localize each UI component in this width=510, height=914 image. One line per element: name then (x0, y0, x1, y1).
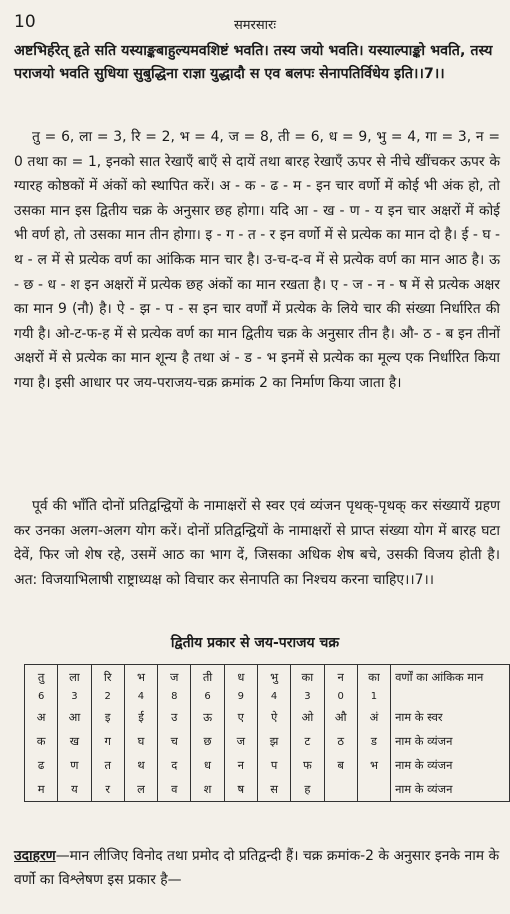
table-cell: तु 6 अ क ढ म (25, 665, 58, 802)
table-cell: ला 3 आ ख ण य (58, 665, 91, 802)
table-row (25, 665, 510, 802)
running-title: समरसारः (234, 18, 276, 33)
page-number: 10 (14, 12, 36, 32)
table-cell: का 1 अं ड भ (357, 665, 390, 802)
sanskrit-verse: अष्टभिर्हरेत् हृते सति यस्याङ्कबाहुल्यमवशिष्टं भवति। तस्य जयो भवति। यस्याल्पाङ्को भवति, तस्य पराजयो भवति सुधिया सुबुद्धिना राज्ञा युद्धादौ स एव बलपः सेनापतिर्विधेय इति।।7।। (14, 43, 493, 82)
table-cell: न 0 औ ठ ब (324, 665, 357, 802)
paragraph-explanation: तु = 6, ला = 3, रि = 2, भ = 4, ज = 8, ती = 6, ध = 9, भु = 4, गा = 3, न = 0 तथा का = 1, इनको सात रेखाएँ बाएँ से दायें तथा बारह रेखाएँ ऊपर से नीचे खींचकर ऊपर के ग्यारह कोष्ठकों में अंकों को स्थापित करें। अ - क - ढ - म - इन चार वर्णो में कोई भी अंक हो, तो उसका मान इस द्वितीय चक्र के अनुसार छह होगा। यदि आ - ख - ण - य इन चार अक्षरों में कोई भी वर्ण हो, तो उसका मान तीन होगा। इ - ग - त - र इन वर्णो में से प्रत्येक का मान दो है। ई - घ - थ - ल में से प्रत्येक वर्ण का आंकिक मान चार है। उ-च-द-व में से प्रत्येक वर्ण का मान आठ है। ऊ - छ - ध - श इन अक्षरों में प्रत्येक छह अंकों का मान रखता है। ए - ज - न - ष में से प्रत्येक अक्षर का मान 9 (नौ) है। ऐ - झ - प - स इन चार वर्णों में प्रत्येक के लिये चार की संख्या निर्धारित की गयी है। ओ-ट-फ-ह में से प्रत्येक वर्ण का मान द्वितीय चक्र के अनुसार तीन है। औ- ठ - ब इन तीनों अक्षरों में से प्रत्येक का मान शून्य है तथा अं - ड - भ इनमें से प्रत्येक का मूल्य एक निर्धारित किया गया है। इसी आधार पर जय-पराजय-चक्र क्रमांक 2 का निर्माण किया जाता है। (14, 129, 500, 391)
table-cell: का 3 ओ ट फ ह (291, 665, 324, 802)
table-cell: ध 9 ए ज न ष (224, 665, 257, 802)
example-paragraph (14, 844, 500, 892)
page-header (14, 12, 496, 36)
table-cell: ज 8 उ च द व (158, 665, 191, 802)
example-text: —मान लीजिए विनोद तथा प्रमोद दो प्रतिद्वन्दी हैं। चक्र क्रमांक-2 के अनुसार इनके नाम के वर्णो का विश्लेषण इस प्रकार है— (14, 848, 500, 888)
table-cell: ती 6 ऊ छ ध श (191, 665, 224, 802)
jaya-parajaya-chakra-table (24, 664, 510, 802)
table-cell: भ 4 ई घ थ ल (124, 665, 157, 802)
table-cell: रि 2 इ ग त र (91, 665, 124, 802)
table-cell: भु 4 ऐ झ प स (257, 665, 290, 802)
paragraph-method: पूर्व की भाँति दोनों प्रतिद्वन्द्वियों के नामाक्षरों से स्वर एवं व्यंजन पृथक्-पृथक् कर संख्यायें ग्रहण कर उनका अलग-अलग योग करें। दोनों प्रतिद्वन्द्वियों के नामाक्षरों से प्राप्त संख्या योग में बारह घटा देवें, फिर जो शेष रहे, उसमें आठ का भाग दें, जिसका अधिक शेष बचे, उसकी विजय होती है। अत: विजयाभिलाषी राष्ट्राध्यक्ष को विचार कर सेनापति का निश्चय करना चाहिए।।7।। (14, 498, 500, 588)
table-label-column: वर्णों का आंकिक मान नाम के स्वर नाम के व्यंजन नाम के व्यंजन नाम के व्यंजन (391, 665, 510, 802)
table-title: द्वितीय प्रकार से जय-पराजय चक्र (170, 635, 340, 651)
example-label: उदाहरण (14, 848, 56, 864)
